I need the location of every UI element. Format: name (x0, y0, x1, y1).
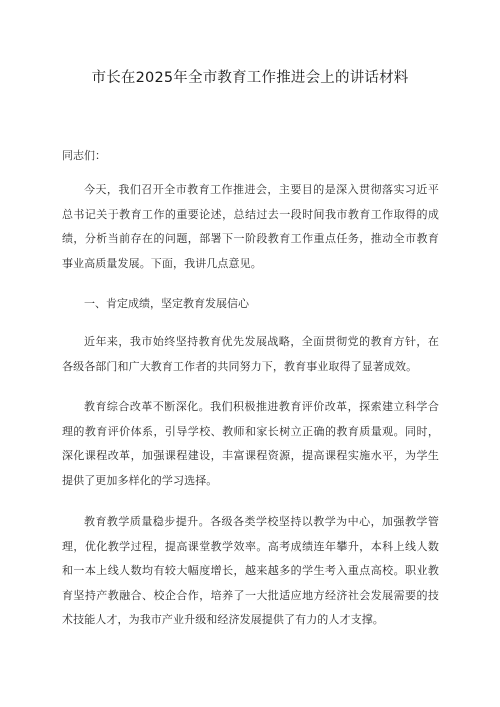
paragraph-quality: 教育教学质量稳步提升。各级各类学校坚持以教学为中心，加强教学管理，优化教学过程，提高课堂教学效率。高考成绩连年攀升，本科上线人数和一本上线人数均有较大幅度增长，越来越多的学生考入重点高校。职业教育坚持产教融合、校企合作，培养了一大批适应地方经济社会发展需要的技术技能人才，为我市产业升级和经济发展提供了有力的人才支撑。 (62, 515, 439, 626)
section-heading: 一、肯定成绩，坚定教育发展信心 (84, 297, 249, 310)
paragraph-intro: 今天，我们召开全市教育工作推进会，主要目的是深入贯彻落实习近平总书记关于教育工作的重要论述，总结过去一段时间我市教育工作取得的成绩，分析当前存在的问题，部署下一阶段教育工作重点任务，推动全市教育事业高质量发展。下面，我讲几点意见。 (62, 183, 439, 270)
document-title: 市长在2025年全市教育工作推进会上的讲话材料 (91, 70, 409, 86)
paragraph-achievements: 近年来，我市始终坚持教育优先发展战略，全面贯彻党的教育方针，在各级各部门和广大教育工作者的共同努力下，教育事业取得了显著成效。 (62, 335, 439, 373)
paragraph-reform: 教育综合改革不断深化。我们积极推进教育评价改革，探索建立科学合理的教育评价体系，引导学校、教师和家长树立正确的教育质量观。同时，深化课程改革，加强课程建设，丰富课程资源，提高课程实施水平，为学生提供了更加多样化的学习选择。 (62, 400, 439, 487)
salutation: 同志们： (62, 149, 106, 162)
